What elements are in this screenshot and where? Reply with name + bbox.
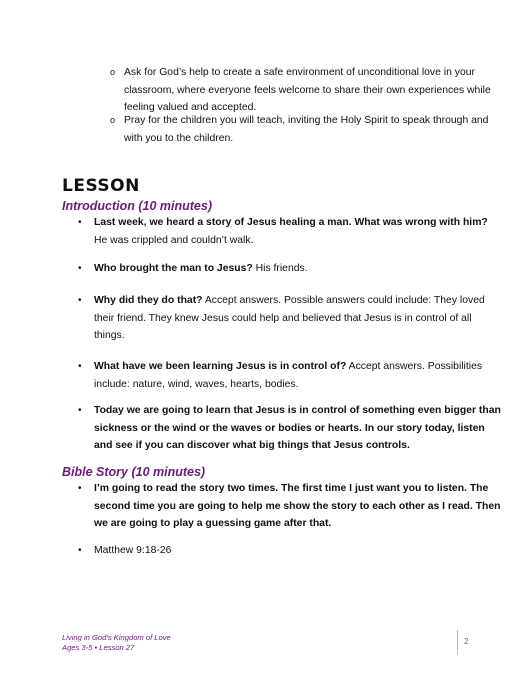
circle-bullet-icon: o [110,67,116,77]
page-number: 2 [464,637,469,646]
footer [62,633,171,653]
list-item: Why did they do that? Accept answers. Possible answers could include: They loved their friend. They knew Jesus could help and believed that Jesus is in control of all things. [94,295,485,341]
bullet-icon: • [78,263,82,274]
section-heading-introduction: Introduction (10 minutes) [62,199,212,213]
lesson-heading: LESSON [62,176,140,196]
bullet-icon: • [78,361,82,372]
bullet-icon: • [78,483,82,494]
footer-divider [457,630,458,654]
list-item: Who brought the man to Jesus? His friends. [94,263,308,274]
list-item: Last week, we heard a story of Jesus healing a man. What was wrong with him? He was crippled and couldn’t walk. [94,217,488,246]
prayer-item: Pray for the children you will teach, inviting the Holy Spirit to speak through and with you to the children. [124,115,489,144]
bullet-icon: • [78,545,82,556]
bullet-icon: • [78,217,82,228]
list-item: What have we been learning Jesus is in control of? Accept answers. Possibilities include: nature, wind, waves, hearts, bodies. [94,361,483,390]
bullet-icon: • [78,405,82,416]
list-item: I’m going to read the story two times. The first time I just want you to listen. The second time you are going to help me show the story to each other as I read. Then we are going to play a guessing game after that. [94,483,501,529]
circle-bullet-icon: o [110,115,116,125]
footer-title: Living in God’s Kingdom of Love [62,633,171,642]
list-item: Matthew 9:18-26 [94,545,172,556]
section-heading-bible-story: Bible Story (10 minutes) [62,465,206,479]
list-item: Today we are going to learn that Jesus is in control of something even bigger than sickness or the wind or the waves or bodies or hearts. In our story today, listen and see if you can discover what big things that Jesus controls. [94,405,501,451]
footer-subtitle: Ages 3-5 • Lesson 27 [62,643,135,652]
prayer-item: Ask for God’s help to create a safe environment of unconditional love in your classroom, where everyone feels welcome to share their own experiences while feeling valued and accepted. [124,67,491,113]
bullet-icon: • [78,295,82,306]
